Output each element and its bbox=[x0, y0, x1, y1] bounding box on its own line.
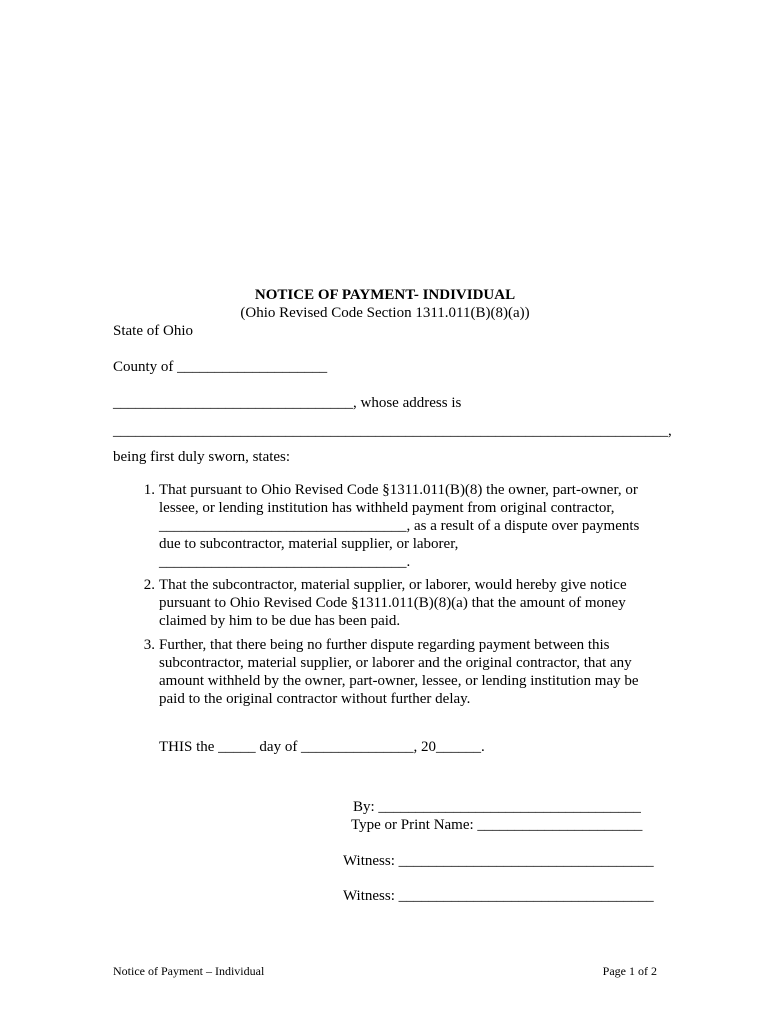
sworn-statement: being first duly sworn, states: bbox=[113, 449, 291, 465]
contractor-name-field[interactable]: _________________________________, as a result of a dispute over payments bbox=[159, 518, 640, 534]
address-field[interactable]: __________________________________________________________________________, bbox=[113, 423, 672, 439]
print-name-field[interactable]: Type or Print Name: ______________________ bbox=[351, 817, 643, 833]
footer-title: Notice of Payment – Individual bbox=[113, 964, 265, 978]
document-subtitle: (Ohio Revised Code Section 1311.011(B)(8)(a)) bbox=[240, 305, 530, 321]
witness-field-1[interactable]: Witness: __________________________________ bbox=[343, 853, 654, 869]
list-item-line: amount withheld by the owner, part-owner, lessee, or lending institution may be bbox=[159, 673, 639, 689]
list-item-number: 3. bbox=[143, 637, 155, 653]
date-field[interactable]: THIS the _____ day of _______________, 20______. bbox=[159, 739, 485, 755]
list-item-line: That the subcontractor, material supplier, or laborer, would hereby give notice bbox=[159, 577, 627, 593]
list-item-line: claimed by him to be due has been paid. bbox=[159, 613, 401, 629]
list-item-line: Further, that there being no further dispute regarding payment between this bbox=[159, 637, 610, 653]
county-field[interactable]: County of ____________________ bbox=[113, 359, 328, 375]
claimant-name-field[interactable]: _________________________________. bbox=[159, 554, 411, 570]
list-item-number: 2. bbox=[143, 577, 155, 593]
state-line: State of Ohio bbox=[113, 323, 193, 339]
list-item-line: lessee, or lending institution has withheld payment from original contractor, bbox=[159, 500, 615, 516]
list-item-line: That pursuant to Ohio Revised Code §1311.011(B)(8) the owner, part-owner, or bbox=[159, 482, 638, 498]
witness-field-2[interactable]: Witness: __________________________________ bbox=[343, 888, 654, 904]
list-item-line: subcontractor, material supplier, or laborer and the original contractor, that any bbox=[159, 655, 632, 671]
list-item-number: 1. bbox=[143, 482, 155, 498]
page-number: Page 1 of 2 bbox=[602, 964, 657, 978]
list-item-line: paid to the original contractor without further delay. bbox=[159, 691, 471, 707]
document-title: NOTICE OF PAYMENT- INDIVIDUAL bbox=[254, 287, 516, 303]
list-item-line: due to subcontractor, material supplier, or laborer, bbox=[159, 536, 459, 552]
signature-field[interactable]: By: ___________________________________ bbox=[353, 799, 641, 815]
list-item-line: pursuant to Ohio Revised Code §1311.011(B)(8)(a) that the amount of money bbox=[159, 595, 626, 611]
affiant-name-field[interactable]: ________________________________, whose address is bbox=[113, 395, 462, 411]
